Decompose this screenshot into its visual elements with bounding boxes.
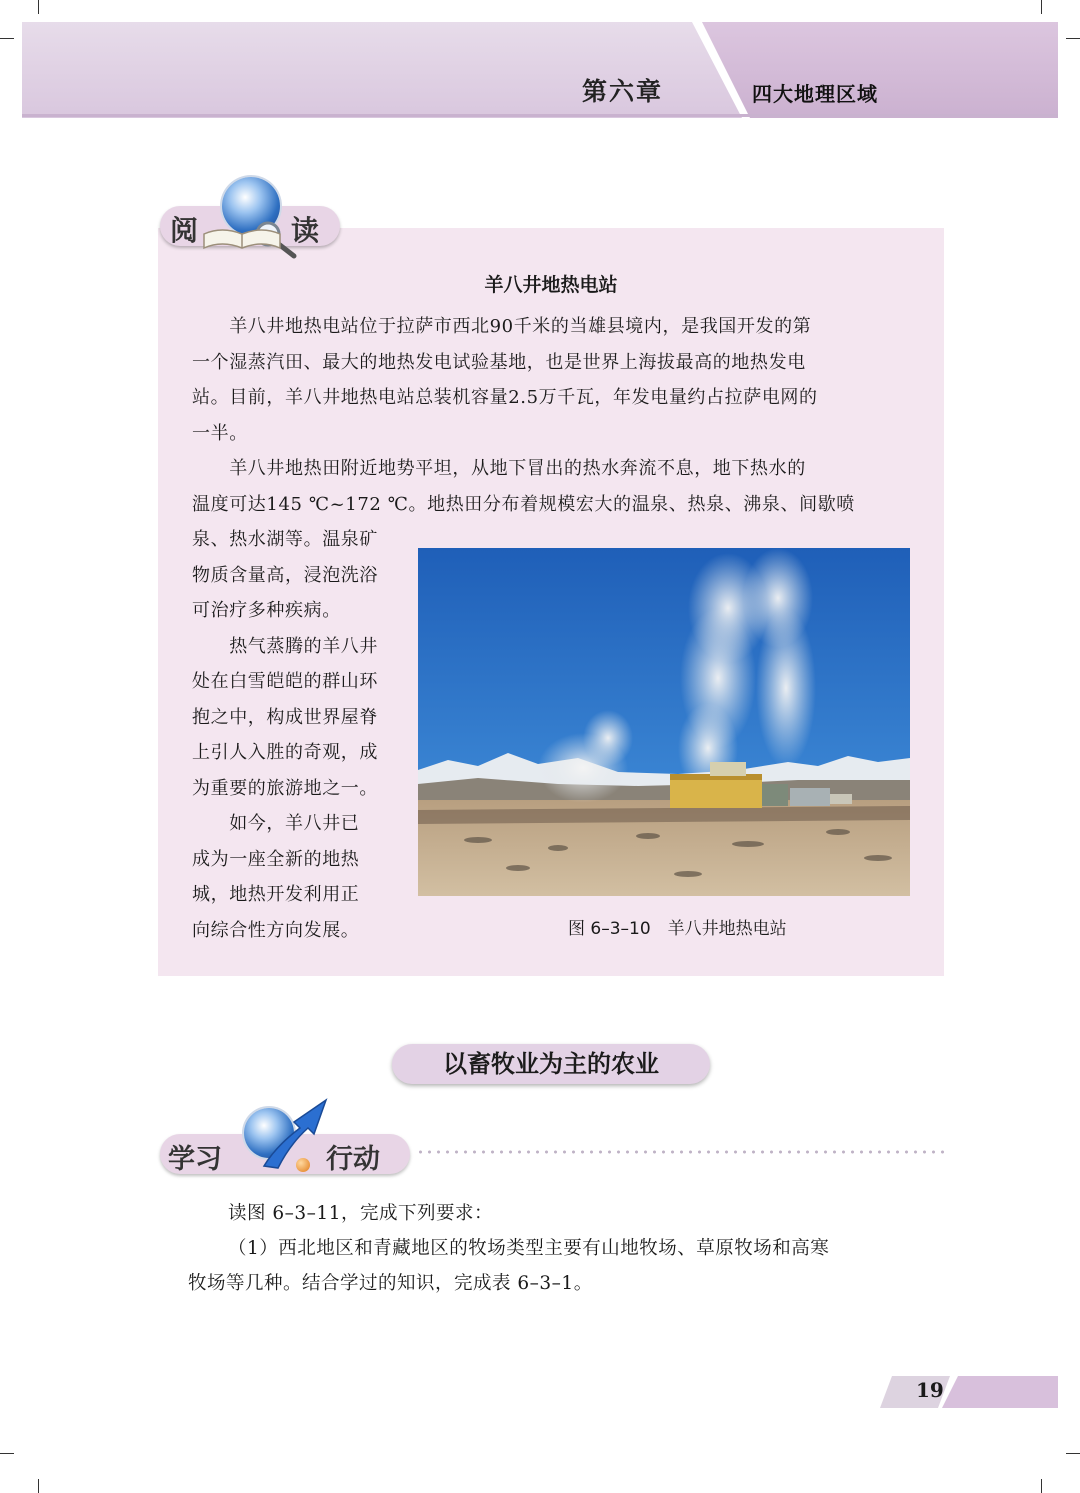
text-line: 温度可达145 ℃~172 ℃。地热田分布着规模宏大的温泉、热泉、沸泉、间歇喷 <box>192 493 855 515</box>
text-line: 城，地热开发利用正 <box>192 884 360 905</box>
section-title: 以畜牧业为主的农业 <box>392 1044 710 1084</box>
text-line: 站。目前，羊八井地热电站总装机容量2.5万千瓦，年发电量约占拉萨电网的 <box>192 387 818 408</box>
text-line: 一半。 <box>192 422 248 444</box>
reading-paragraph-1 <box>192 309 922 522</box>
arrow-icon <box>256 1094 332 1174</box>
text-line: 成为一座全新的地热 <box>192 848 360 870</box>
page-number: 19 <box>916 1378 944 1402</box>
text-line: 上引人入胜的奇观，成 <box>192 742 378 763</box>
crop-mark <box>0 38 14 39</box>
study-question-1 <box>188 1231 928 1301</box>
text-line: 为重要的旅游地之一。 <box>192 777 378 799</box>
page-number-bar <box>880 1376 1058 1408</box>
chapter-label: 第六章 <box>582 77 664 106</box>
crop-mark <box>38 0 39 14</box>
study-tag-right: 行动 <box>326 1144 380 1175</box>
text-line: 可治疗多种疾病。 <box>192 600 341 621</box>
photo-caption: 图 6–3–10 羊八井地热电站 <box>568 919 787 939</box>
text-line: 热气蒸腾的羊八井 <box>192 635 378 657</box>
text-line: 处在白雪皑皑的群山环 <box>192 671 378 692</box>
crop-mark <box>38 1479 39 1493</box>
reading-left-column <box>192 522 412 948</box>
text-line: 羊八井地热电站位于拉萨市西北90千米的当雄县境内，是我国开发的第 <box>192 316 812 337</box>
crop-mark <box>1041 1479 1042 1493</box>
crop-mark <box>1041 0 1042 14</box>
study-tag-left: 学习 <box>168 1144 222 1175</box>
reading-tag-right: 读 <box>291 214 320 247</box>
text-line: 一个湿蒸汽田、最大的地热发电试验基地，也是世界上海拔最高的地热发电 <box>192 351 806 373</box>
text-line: 羊八井地热田附近地势平坦，从地下冒出的热水奔流不息，地下热水的 <box>192 458 806 479</box>
text-line: 物质含量高，浸泡洗浴 <box>192 564 378 586</box>
reading-title: 羊八井地热电站 <box>484 274 618 296</box>
text-line: 牧场等几种。结合学过的知识，完成表 6–3–1。 <box>188 1273 593 1294</box>
open-book-icon <box>202 226 282 252</box>
dotted-rule <box>416 1150 946 1154</box>
page-bar-segment <box>942 1376 1058 1408</box>
reading-tag-left: 阅 <box>170 214 199 247</box>
text-line: 泉、热水湖等。温泉矿 <box>192 529 378 550</box>
crop-mark <box>1066 38 1080 39</box>
text-line: 向综合性方向发展。 <box>192 919 360 941</box>
text-line: （1）西北地区和青藏地区的牧场类型主要有山地牧场、草原牧场和高寒 <box>228 1238 830 1259</box>
chapter-header <box>22 22 1058 118</box>
study-instructions <box>228 1196 928 1231</box>
geothermal-plant-photo <box>418 548 910 896</box>
crop-mark <box>1066 1453 1080 1454</box>
text-line: 读图 6–3–11，完成下列要求： <box>228 1203 493 1224</box>
crop-mark <box>0 1453 14 1454</box>
text-line: 抱之中，构成世界屋脊 <box>192 706 378 728</box>
text-line: 如今，羊八井已 <box>192 813 360 834</box>
region-label: 四大地理区域 <box>752 82 878 106</box>
orange-dot-icon <box>296 1158 310 1172</box>
header-underline <box>22 114 1058 117</box>
